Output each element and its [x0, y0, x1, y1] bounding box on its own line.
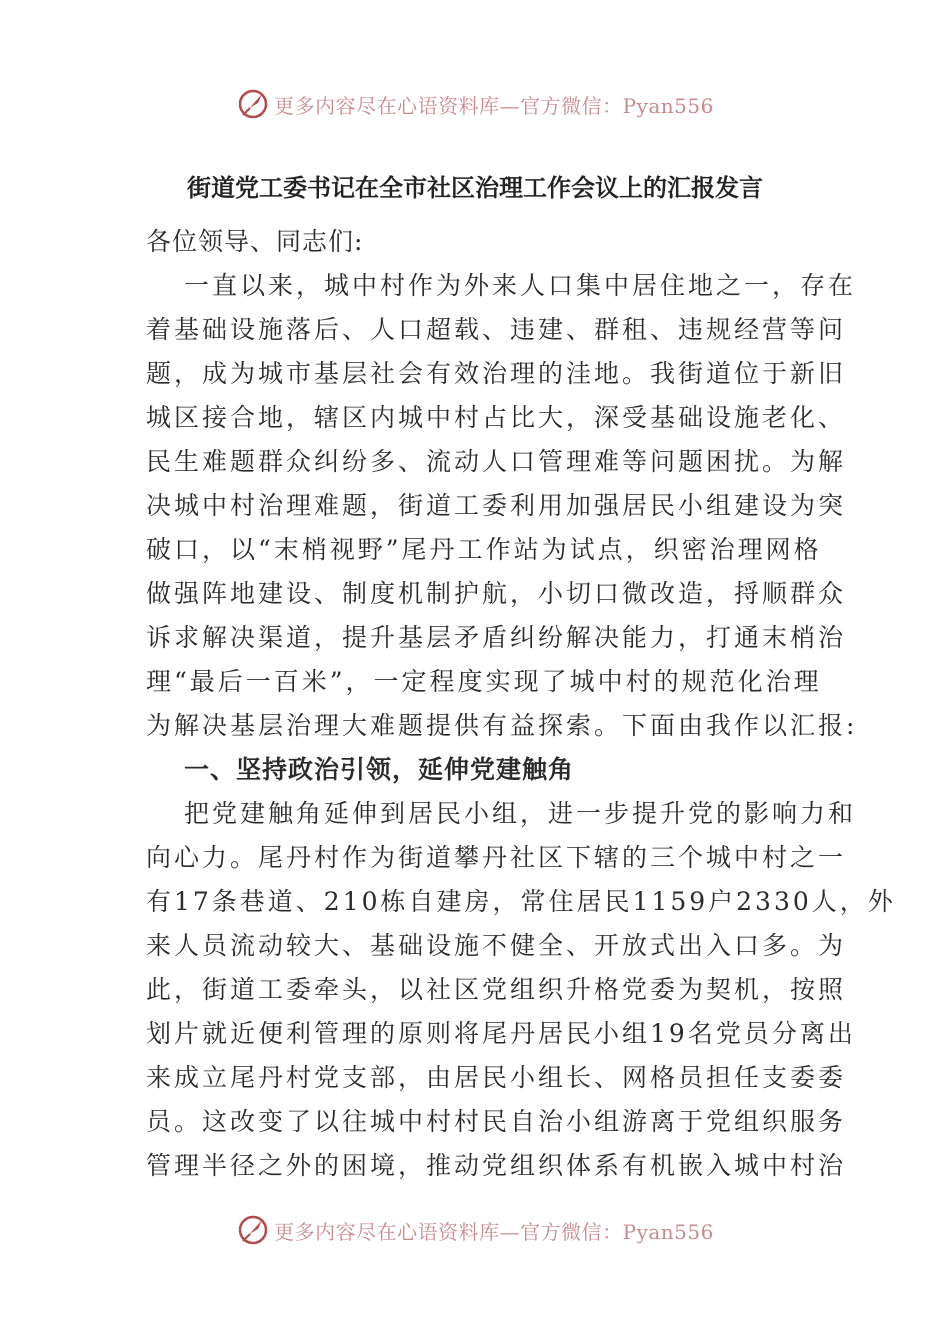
greeting: 各位领导、同志们:	[146, 227, 364, 256]
paragraph-line: 向心力。尾丹村作为街道攀丹社区下辖的三个城中村之一	[146, 843, 847, 872]
paragraph-line: 做强阵地建设、制度机制护航，小切口微改造，捋顺群众	[146, 579, 847, 608]
document-title: 街道党工委书记在全市社区治理工作会议上的汇报发言	[187, 173, 763, 202]
paragraph-line: 来人员流动较大、基础设施不健全、开放式出入口多。为	[146, 931, 847, 960]
watermark-text: 更多内容尽在心语资料库—官方微信：Pyan556	[274, 93, 714, 118]
watermark-banner-bottom	[0, 1210, 950, 1250]
watermark-banner-top	[0, 84, 950, 124]
paragraph-line: 城区接合地，辖区内城中村占比大，深受基础设施老化、	[146, 403, 847, 432]
paragraph-line: 有17条巷道、210栋自建房，常住居民1159户2330人，外	[146, 887, 896, 916]
paragraph-line: 员。这改变了以往城中村村民自治小组游离于党组织服务	[146, 1107, 847, 1136]
paragraph-line: 划片就近便利管理的原则将尾丹居民小组19名党员分离出	[146, 1019, 856, 1048]
document-body	[146, 220, 896, 1188]
paragraph-line: 为解决基层治理大难题提供有益探索。下面由我作以汇报:	[146, 711, 858, 740]
paragraph-line: 来成立尾丹村党支部，由居民小组长、网格员担任支委委	[146, 1063, 847, 1092]
quill-logo-icon	[236, 87, 270, 121]
paragraph-line: 决城中村治理难题，街道工委利用加强居民小组建设为突	[146, 491, 847, 520]
quill-logo-icon	[236, 1213, 270, 1247]
section-heading: 一、坚持政治引领，延伸党建触角	[184, 755, 575, 784]
paragraph-line: 管理半径之外的困境，推动党组织体系有机嵌入城中村治	[146, 1151, 847, 1180]
paragraph-line: 破口，以“末梢视野”尾丹工作站为试点，织密治理网格	[146, 535, 822, 564]
paragraph-line: 题，成为城市基层社会有效治理的洼地。我街道位于新旧	[146, 359, 847, 388]
paragraph-line: 着基础设施落后、人口超载、违建、群租、违规经营等问	[146, 315, 847, 344]
paragraph-line: 理“最后一百米”，一定程度实现了城中村的规范化治理	[146, 667, 822, 696]
watermark-text: 更多内容尽在心语资料库—官方微信：Pyan556	[274, 1219, 714, 1244]
paragraph-line: 诉求解决渠道，提升基层矛盾纠纷解决能力，打通末梢治	[146, 623, 847, 652]
paragraph-line: 民生难题群众纠纷多、流动人口管理难等问题困扰。为解	[146, 447, 847, 476]
paragraph-line: 把党建触角延伸到居民小组，进一步提升党的影响力和	[184, 799, 857, 828]
paragraph-line: 一直以来，城中村作为外来人口集中居住地之一，存在	[184, 271, 857, 300]
paragraph-line: 此，街道工委牵头，以社区党组织升格党委为契机，按照	[146, 975, 847, 1004]
